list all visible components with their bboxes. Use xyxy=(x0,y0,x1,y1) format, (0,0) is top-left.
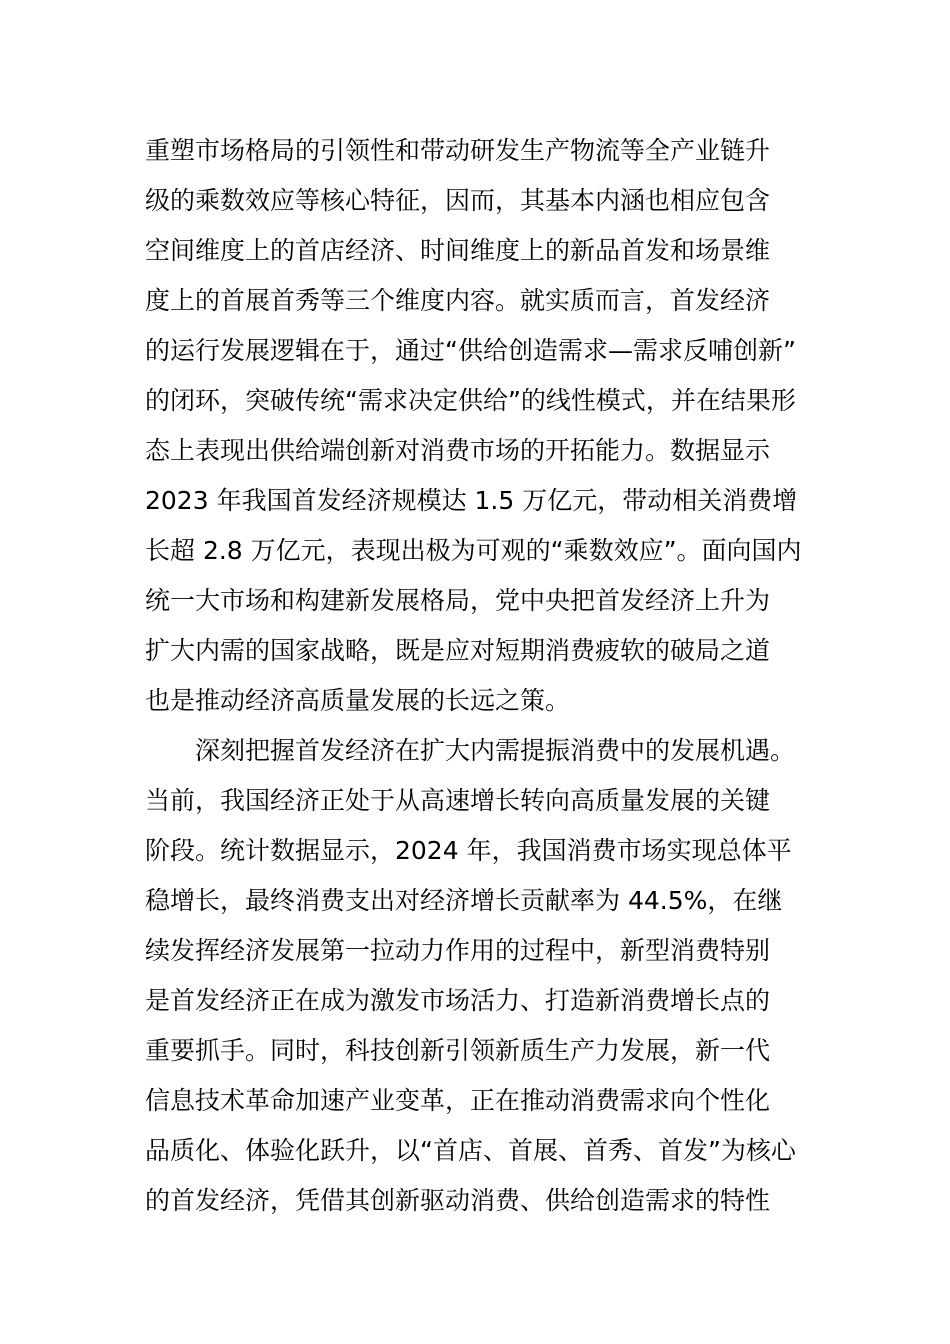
text-line: 2023 年我国首发经济规模达 1.5 万亿元，带动相关消费增 xyxy=(145,486,798,515)
text-line: 的闭环，突破传统“需求决定供给”的线性模式，并在结果形 xyxy=(145,386,796,415)
text-line: 品质化、体验化跃升，以“首店、首展、首秀、首发”为核心 xyxy=(145,1136,796,1165)
text-line: 当前，我国经济正处于从高速增长转向高质量发展的关键 xyxy=(145,786,771,815)
text-line: 也是推动经济高质量发展的长远之策。 xyxy=(145,686,571,715)
text-line: 态上表现出供给端创新对消费市场的开拓能力。数据显示 xyxy=(145,436,771,465)
text-line: 的首发经济，凭借其创新驱动消费、供给创造需求的特性 xyxy=(145,1186,771,1215)
paragraph-2 xyxy=(145,726,845,1226)
text-line: 长超 2.8 万亿元，表现出极为可观的“乘数效应”。面向国内 xyxy=(145,536,802,565)
text-line: 深刻把握首发经济在扩大内需提振消费中的发展机遇。 xyxy=(195,736,796,765)
text-line: 阶段。统计数据显示，2024 年，我国消费市场实现总体平 xyxy=(145,836,792,865)
text-line: 续发挥经济发展第一拉动力作用的过程中，新型消费特别 xyxy=(145,936,771,965)
text-line: 的运行发展逻辑在于，通过“供给创造需求—需求反哺创新” xyxy=(145,336,796,365)
text-line: 级的乘数效应等核心特征，因而，其基本内涵也相应包含 xyxy=(145,186,771,215)
text-line: 稳增长，最终消费支出对经济增长贡献率为 44.5%，在继 xyxy=(145,886,783,915)
text-line: 统一大市场和构建新发展格局，党中央把首发经济上升为 xyxy=(145,586,771,615)
document-body xyxy=(145,126,845,1226)
text-line: 度上的首展首秀等三个维度内容。就实质而言，首发经济 xyxy=(145,286,771,315)
paragraph-1 xyxy=(145,126,845,726)
text-line: 空间维度上的首店经济、时间维度上的新品首发和场景维 xyxy=(145,236,771,265)
text-line: 是首发经济正在成为激发市场活力、打造新消费增长点的 xyxy=(145,986,771,1015)
text-line: 扩大内需的国家战略，既是应对短期消费疲软的破局之道 xyxy=(145,636,771,665)
text-line: 重要抓手。同时，科技创新引领新质生产力发展，新一代 xyxy=(145,1036,771,1065)
text-line: 信息技术革命加速产业变革，正在推动消费需求向个性化 xyxy=(145,1086,771,1115)
text-line: 重塑市场格局的引领性和带动研发生产物流等全产业链升 xyxy=(145,136,771,165)
